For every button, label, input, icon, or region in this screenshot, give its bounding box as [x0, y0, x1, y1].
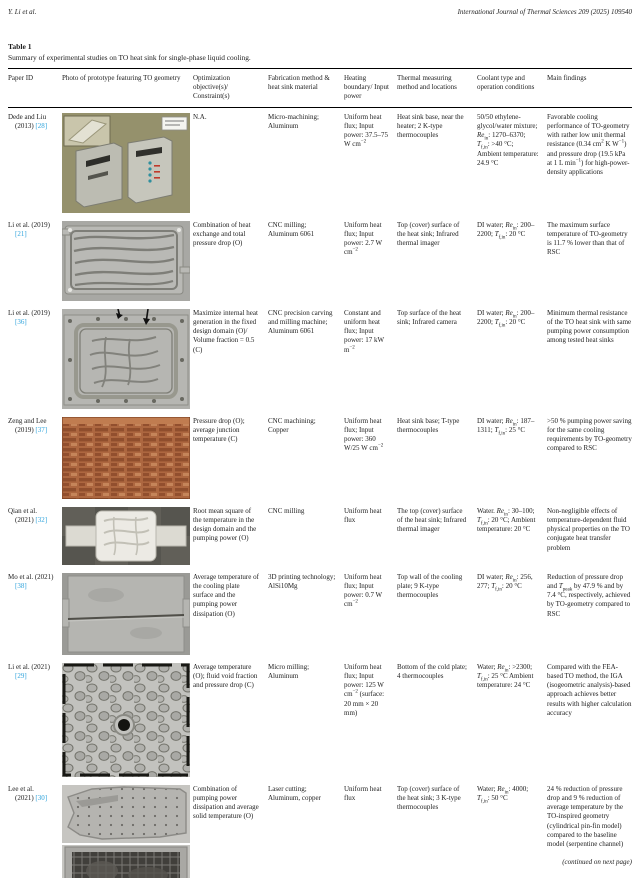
- prototype-photo-li2019a-icon: [62, 221, 190, 301]
- optimization-cell: Combination of pumping power dissipation and average solid temperature (O): [193, 784, 259, 821]
- prototype-photo-li2021-icon: [62, 663, 190, 777]
- findings-cell: The maximum surface temperature of TO-geometry is 11.7 % lower than that of RSC: [547, 220, 628, 257]
- citation-link[interactable]: [38]: [15, 581, 27, 590]
- fabrication-cell: Micro-machining; Aluminum: [268, 112, 319, 130]
- col-header-paper-id: Paper ID: [8, 69, 62, 108]
- heating-cell: Uniform heat flux: [344, 784, 382, 802]
- optimization-cell: Combination of heat exchange and total pressure drop (O): [193, 220, 251, 248]
- heating-cell: Uniform heat flux: [344, 506, 382, 524]
- running-header-journal: International Journal of Thermal Sciences 209 (2025) 109540: [457, 8, 632, 16]
- optimization-cell: Average temperature (O); fluid void fraction and pressure drop (C): [193, 662, 258, 690]
- prototype-photo-zeng-lee-icon: [62, 417, 190, 499]
- fabrication-cell: Laser cutting; Aluminum, copper: [268, 784, 321, 802]
- fabrication-cell: CNC milling; Aluminum 6061: [268, 220, 315, 238]
- col-header-photo: Photo of prototype featuring TO geometry: [62, 69, 193, 108]
- thermal-cell: Bottom of the cold plate; 4 thermocouples: [397, 662, 467, 680]
- heating-cell: Constant and uniform heat flux; Input power: 17 kW $m^{-2}$: [344, 308, 384, 354]
- thermal-cell: Heat sink base, near the heater; 2 K-type thermocouples: [397, 112, 464, 140]
- optimization-cell: Average temperature of the cooling plate surface and the pumping power dissipation (O): [193, 572, 259, 618]
- col-header-coolant: Coolant type and operation conditions: [477, 69, 547, 108]
- table-row: [8, 568, 632, 658]
- paper-id: Li et al. (2019) [36]: [8, 308, 50, 326]
- fabrication-cell: CNC precision carving and milling machine; Aluminum 6061: [268, 308, 333, 336]
- heating-cell: Uniform heat flux; Input power: 360 W/25 W $cm^{-2}$: [344, 416, 384, 453]
- thermal-cell: Top wall of the cooling plate; 9 K-type thermocouples: [397, 572, 463, 600]
- table-header-row: [8, 69, 632, 108]
- running-header-author: Y. Li et al.: [8, 8, 37, 16]
- coolant-cell: Water. $Re_{in}$: 30–100; $T_{f,in}$: 20 °C; Ambient temperature: 20 °C: [477, 506, 536, 534]
- findings-cell: Minimum thermal resistance of the TO heat sink with same pumping power consumption among tested heat sinks: [547, 308, 632, 345]
- fabrication-cell: 3D printing technology; AlSi10Mg: [268, 572, 336, 590]
- table-row: [8, 216, 632, 304]
- citation-link[interactable]: [29]: [15, 671, 27, 680]
- paper-id: Li et al. (2021) [29]: [8, 662, 50, 680]
- optimization-cell: Pressure drop (O); average junction temperature (C): [193, 416, 245, 444]
- citation-link[interactable]: [21]: [15, 229, 27, 238]
- findings-cell: Non-negligible effects of temperature-dependent fluid physical properties on the TO conjugate heat transfer problem: [547, 506, 630, 552]
- optimization-cell: Root mean square of the temperature in the design domain and the pumping power (O): [193, 506, 257, 543]
- summary-table: [8, 68, 632, 878]
- optimization-cell: N.A.: [193, 112, 207, 121]
- col-header-findings: Main findings: [547, 69, 632, 108]
- thermal-cell: Top (cover) surface of the heat sink; Infrared thermal imager: [397, 220, 460, 248]
- citation-link[interactable]: [37]: [35, 425, 48, 434]
- table-row: [8, 412, 632, 502]
- coolant-cell: DI water; $Re_{in}$: 200–2200; $T_{f,in}$: 20 °C: [477, 220, 535, 241]
- table-row: [8, 658, 632, 780]
- heating-cell: Uniform heat flux; Input power: 2.7 W $cm^{-2}$: [344, 220, 383, 257]
- paper-id: Qian et al. (2021) [32]: [8, 506, 48, 524]
- paper-id: Lee et al. (2021) [30]: [8, 784, 48, 802]
- heating-cell: Uniform heat flux; Input power: 37.5–75 W $cm^{-2}$: [344, 112, 388, 149]
- findings-cell: Favorable cooling performance of TO-geometry with rather low unit thermal resistance (0.34 $cm^2$ K $W^{-1}$) and pressure drop (19.5 kPa at 1 L $\min^{-1}$) for high-power-density applications: [547, 112, 630, 177]
- citation-link[interactable]: [30]: [35, 793, 48, 802]
- coolant-cell: Water; $Re_{in}$: >2300; $T_{f,in}$: 25 °C Ambient temperature: 24 °C: [477, 662, 534, 690]
- table-row: [8, 304, 632, 412]
- prototype-photo-mo-icon: [62, 573, 190, 655]
- heating-cell: Uniform heat flux; Input power: 0.7 W $cm^{-2}$: [344, 572, 383, 609]
- paper-id: Mo et al. (2021) [38]: [8, 572, 54, 590]
- running-header: [0, 0, 640, 16]
- thermal-cell: The top (cover) surface of the heat sink; Infrared thermal imager: [397, 506, 467, 534]
- coolant-cell: DI water; $Re_{in}$: 256, 277; $T_{f,in}$: 20 °C: [477, 572, 533, 593]
- coolant-cell: Water; $Re_{in}$: 4000; $T_{f,in}$: 50 °C: [477, 784, 529, 805]
- findings-cell: >50 % pumping power saving for the same cooling requirements by TO-geometry compared to RSC: [547, 416, 632, 453]
- fabrication-cell: Micro milling; Aluminum: [268, 662, 310, 680]
- paper-id: Zeng and Lee (2019) [37]: [8, 416, 48, 434]
- paper-id: Li et al. (2019) [21]: [8, 220, 50, 238]
- citation-link[interactable]: [32]: [35, 515, 48, 524]
- heating-cell: Uniform heat flux; Input power: 125 W $cm^{-2}$ (surface: 20 mm × 20 mm): [344, 662, 385, 717]
- thermal-cell: Top (cover) surface of the heat sink; 3 K-type thermocouples: [397, 784, 461, 812]
- table-row: [8, 502, 632, 568]
- col-header-optimization: Optimization objective(s)/ Constraint(s): [193, 69, 268, 108]
- coolant-cell: 50/50 ethylene-glycol/water mixture; $Re_{in}$: 1270–6370; $T_{f,in}$: >40 °C; Ambient temperature: 24.9 °C: [477, 112, 539, 167]
- table-heading: [8, 42, 632, 62]
- table-caption: Summary of experimental studies on TO heat sink for single-phase liquid cooling.: [8, 53, 251, 62]
- findings-cell: Reduction of pressure drop and $T_{peak}$ by 47.9 % and by 7.4 °C, respectively, achieved by TO-geometry compared to RSC: [547, 572, 631, 618]
- coolant-cell: DI water; $Re_{in}$: 200–2200; $T_{f,in}$: 20 °C: [477, 308, 535, 329]
- paper-id: Dede and Liu (2013) [28]: [8, 112, 48, 130]
- fabrication-cell: CNC milling: [268, 506, 305, 515]
- prototype-photo-lee-bottom-icon: [62, 845, 190, 878]
- col-header-heating: Heating boundary/ Input power: [344, 69, 397, 108]
- col-header-thermal: Thermal measuring method and locations: [397, 69, 477, 108]
- coolant-cell: DI water; $Re_{in}$: 187–1311; $T_{f,in}$: 25 °C: [477, 416, 535, 437]
- thermal-cell: Heat sink base; T-type thermocouples: [397, 416, 460, 434]
- optimization-cell: Maximize internal heat generation in the fixed design domain (O)/ Volume fraction = 0.5 (C): [193, 308, 258, 354]
- prototype-photo-qian-icon: [62, 507, 190, 565]
- table-row: [8, 107, 632, 216]
- thermal-cell: Top surface of the heat sink; Infrared camera: [397, 308, 462, 326]
- prototype-photo-lee-top-icon: [62, 785, 190, 843]
- prototype-photo-li2019b-icon: [62, 309, 190, 409]
- table-label: Table 1: [8, 42, 32, 51]
- findings-cell: 24 % reduction of pressure drop and 9 % reduction of average temperature by the TO-inspired geometry (cylindrical pin-fin model) compared to the baseline model (serpentine channel): [547, 784, 624, 849]
- prototype-photo-dede-liu-icon: [62, 113, 190, 213]
- findings-cell: Compared with the FEA-based TO method, the IGA (isogeometric analysis)-based approach achieves better results with higher calculation accuracy: [547, 662, 632, 717]
- citation-link[interactable]: [36]: [15, 317, 27, 326]
- continued-note: (continued on next page): [562, 858, 632, 866]
- col-header-fabrication: Fabrication method & heat sink material: [268, 69, 344, 108]
- citation-link[interactable]: [28]: [35, 121, 48, 130]
- fabrication-cell: CNC machining; Copper: [268, 416, 316, 434]
- table-row: [8, 780, 632, 878]
